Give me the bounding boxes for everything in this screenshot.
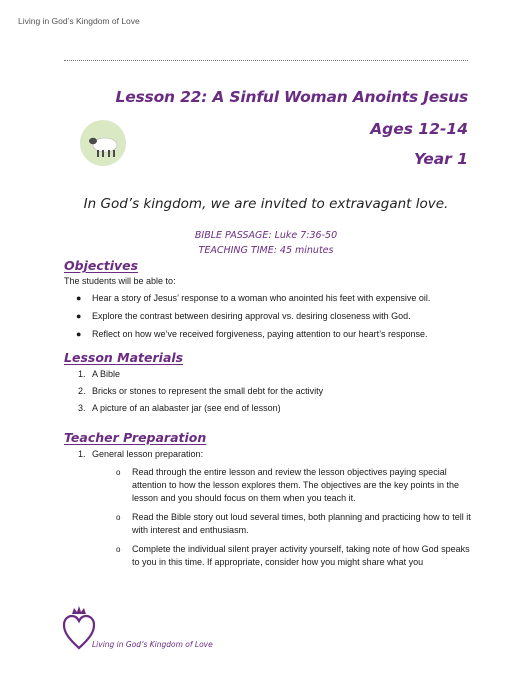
list-item: 3. A picture of an alabaster jar (see end of lesson) — [78, 403, 281, 413]
hollow-circle-icon: o — [116, 468, 121, 477]
preparation-list — [116, 466, 476, 575]
list-item: o Complete the individual silent prayer activity yourself, taking note of how God speaks to you in this time. If appropriate, consider how you might share what you — [116, 544, 470, 567]
header-divider — [64, 60, 468, 61]
materials-heading: Lesson Materials — [64, 350, 184, 365]
list-item: ● Hear a story of Jesus’ response to a woman who anointed his feet with expensive oil. — [76, 293, 431, 303]
list-item: 2. Bricks or stones to represent the small debt for the activity — [78, 386, 324, 396]
lesson-ages: Ages 12-14 — [370, 120, 468, 138]
bullet-icon: ● — [76, 329, 82, 339]
running-header: Living in God’s Kingdom of Love — [18, 16, 140, 26]
lesson-tagline: In God’s kingdom, we are invited to extravagant love. — [83, 196, 449, 212]
lesson-year: Year 1 — [413, 150, 468, 168]
objectives-heading: Objectives — [64, 258, 139, 273]
hollow-circle-icon: o — [116, 513, 121, 522]
crowned-heart-icon — [62, 604, 96, 652]
objectives-intro: The students will be able to: — [64, 276, 176, 286]
objectives-list — [74, 292, 474, 346]
teaching-time: TEACHING TIME: 45 minutes — [198, 245, 334, 256]
list-item: ● Explore the contrast between desiring approval vs. desiring closeness with God. — [76, 311, 411, 321]
list-item: o Read the Bible story out loud several times, both planning and practicing how to tell it with interest and enthusiasm. — [116, 512, 471, 535]
preparation-step: 1. General lesson preparation: — [78, 449, 204, 459]
bullet-icon: ● — [76, 311, 82, 321]
lamb-icon — [80, 120, 126, 166]
hollow-circle-icon: o — [116, 545, 121, 554]
materials-list — [78, 368, 478, 419]
preparation-heading: Teacher Preparation — [64, 430, 207, 445]
footer-text: Living in God’s Kingdom of Love — [92, 640, 213, 649]
bible-passage: BIBLE PASSAGE: Luke 7:36-50 — [194, 230, 338, 241]
list-item: ● Reflect on how we’ve received forgiveness, paying attention to our heart’s response. — [76, 329, 428, 339]
list-item: 1. A Bible — [78, 369, 121, 379]
lesson-title: Lesson 22: A Sinful Woman Anoints Jesus — [115, 88, 468, 106]
bullet-icon: ● — [76, 293, 82, 303]
list-item: o Read through the entire lesson and review the lesson objectives paying special attention to how the lesson explores them. The objectives are the key points in the lesson and you should focus on them when you teach it. — [116, 467, 460, 503]
